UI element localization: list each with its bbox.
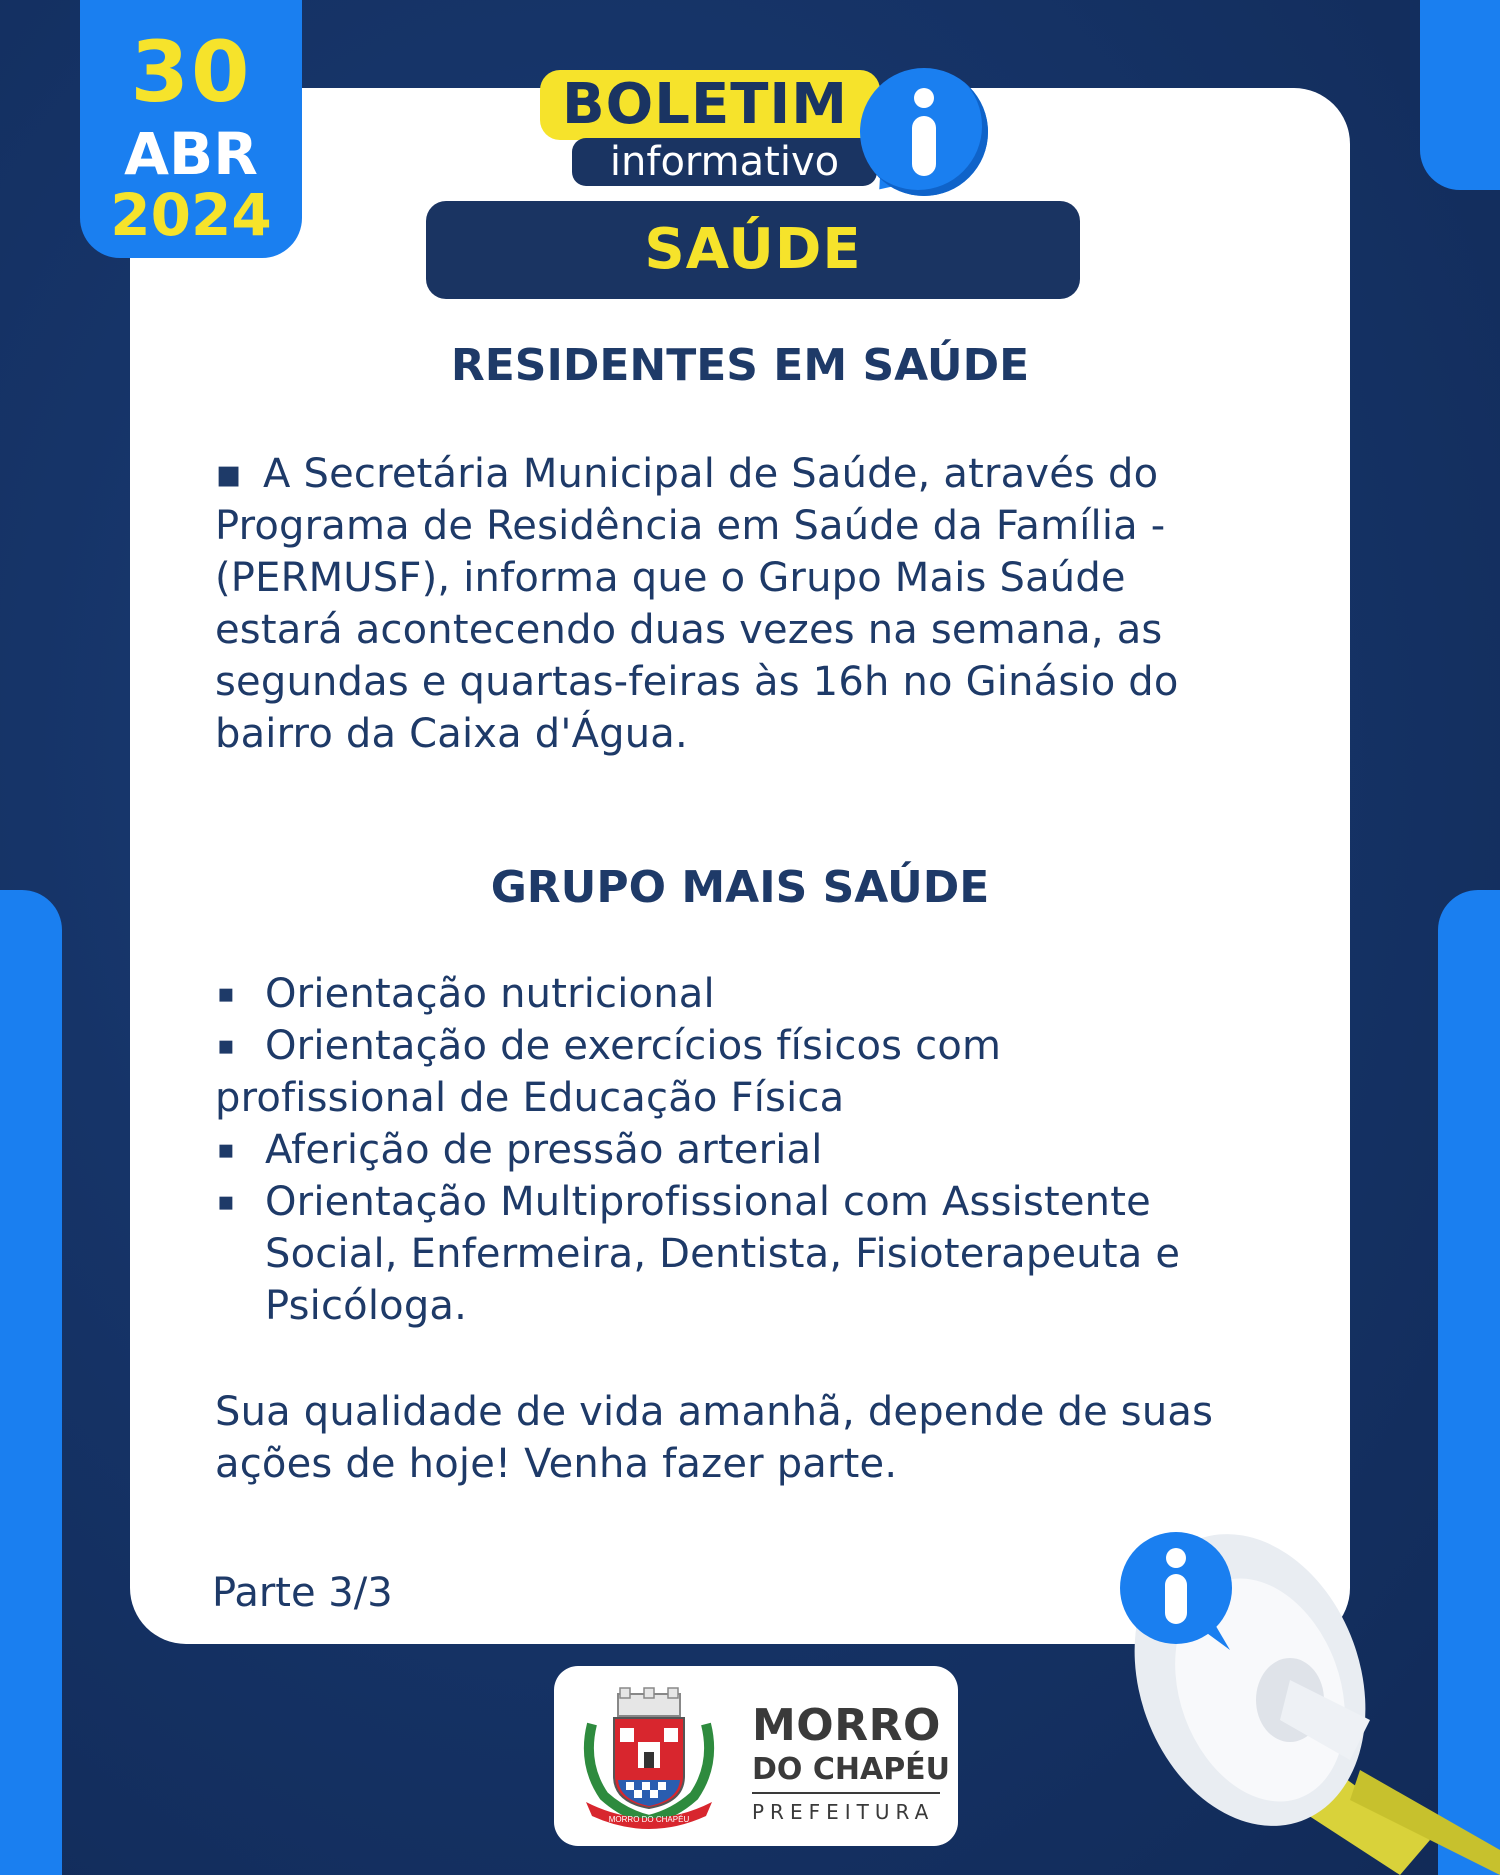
list-item: ▪ Orientação de exercícios físicos com [215,1020,1255,1072]
section-heading-grupo: GRUPO MAIS SAÚDE [490,862,990,913]
info-icon [860,68,988,196]
list-item: ▪ Aferição de pressão arterial [215,1124,1255,1176]
list-item-continuation-text: profissional de Educação Física [215,1075,845,1121]
bullet-marker: ▪ [215,451,243,497]
benefits-list [215,968,1255,1332]
date-badge [80,0,302,258]
informativo-subtitle: informativo [572,138,877,186]
closing-message: Sua qualidade de vida amanhã, depende de suas ações de hoje! Venha fazer parte. [215,1389,1214,1487]
brand-divider [752,1792,940,1794]
section-heading-residentes: RESIDENTES EM SAÚDE [450,340,1030,391]
boletim-title: BOLETIM [540,70,880,140]
list-item: ▪ Orientação nutricional [215,968,1255,1020]
paragraph-residentes [215,448,1255,760]
paragraph-text: A Secretária Municipal de Saúde, através do Programa de Residência em Saúde da Família - (PERMUSF), informa que o Grupo Mais Saúde estará acontecendo duas vezes na semana, as segundas e quartas-feiras às 16h no Ginásio do bairro da Caixa d'Água. [215,451,1179,757]
city-crest-icon [574,1684,724,1832]
brand-name-line2: DO CHAPÉU [752,1752,951,1787]
crest-ribbon-text: MORRO DO CHAPÉU [608,1815,690,1824]
date-year: 2024 [110,181,272,249]
list-item: ▪ Orientação Multiprofissional com Assistente Social, Enfermeira, Dentista, Fisioterapeuta e Psicóloga. [215,1176,1255,1332]
date-month: ABR [124,120,258,188]
side-accent-left [0,890,62,1875]
list-item-continuation [215,1072,1255,1124]
brand-prefeitura: PREFEITURA [752,1800,935,1824]
date-day: 30 [130,23,252,121]
section-title: SAÚDE [426,201,1080,299]
prefeitura-logo [554,1666,958,1846]
megaphone-icon [1100,1510,1500,1875]
part-indicator: Parte 3/3 [212,1570,393,1616]
corner-accent-top-right [1420,0,1500,190]
brand-name-line1: MORRO [752,1700,941,1751]
